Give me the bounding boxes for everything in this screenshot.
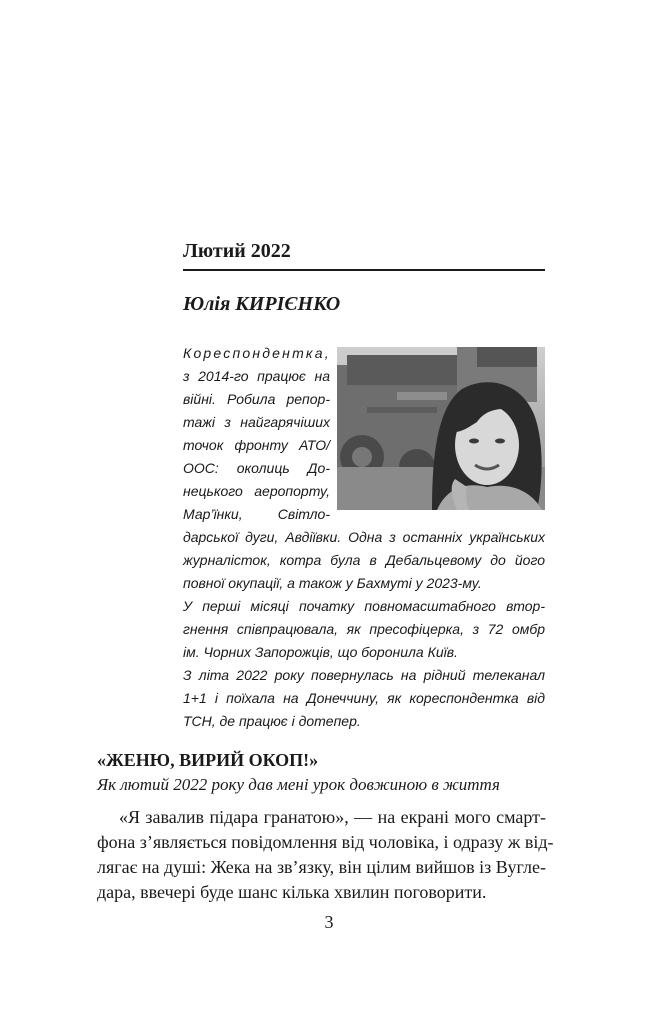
bio-line: ім. Чорних Запорожців, що боронила Київ.	[183, 644, 458, 660]
author-name: Юлія КИРІЄНКО	[183, 293, 341, 315]
body-line: дара, ввечері буде шанс кілька хвилин поговорити.	[97, 882, 487, 902]
body-line: лягає на душі: Жека на зв’язку, він цілим вийшов із Вугле-	[97, 857, 546, 877]
bio-line: ТСН, де працює і дотепер.	[183, 713, 361, 729]
section-header-title: Лютий 2022	[183, 240, 291, 262]
author-photo-illustration	[337, 347, 545, 510]
body-line: фона з’являється повідомлення від чоловіка, і одразу ж від-	[97, 832, 554, 852]
bio-line: повної окупації, а також у Бахмуті у 2023-му.	[183, 575, 482, 591]
bio-line: Мар’їнки, Світло-	[183, 506, 330, 522]
author-photo	[337, 347, 545, 510]
bio-line: журналісток, котра була в Дебальцевому до його	[183, 552, 545, 568]
header-rule	[183, 269, 545, 271]
bio-line: У перші місяці початку повномасштабного втор-	[183, 598, 545, 614]
bio-line: ООС: околиць До-	[183, 460, 330, 476]
bio-line: війні. Робила репор-	[183, 391, 330, 407]
page-number: 3	[324, 912, 334, 932]
article-title: «ЖЕНЮ, ВИРИЙ ОКОП!»	[97, 750, 319, 770]
bio-line: 1+1 і поїхала на Донеччину, як кореспондентка від	[183, 690, 545, 706]
article-subtitle: Як лютий 2022 року дав мені урок довжиною в життя	[97, 775, 500, 794]
bio-line: з 2014-го працює на	[183, 368, 330, 384]
bio-line: З літа 2022 року повернулась на рідний телеканал	[183, 667, 545, 683]
bio-line: дарської дуги, Авдіївки. Одна з останніх українських	[183, 529, 545, 545]
bio-line: точок фронту АТО/	[183, 437, 330, 453]
bio-line: Кореспондентка,	[183, 345, 331, 361]
bio-line: нецького аеропорту,	[183, 483, 330, 499]
bio-line: гнення співпрацювала, як пресофіцерка, з 72 омбр	[183, 621, 545, 637]
bio-line: тажі з найгарячіших	[183, 414, 330, 430]
body-line: «Я завалив підара гранатою», — на екрані мого смарт-	[119, 807, 546, 827]
